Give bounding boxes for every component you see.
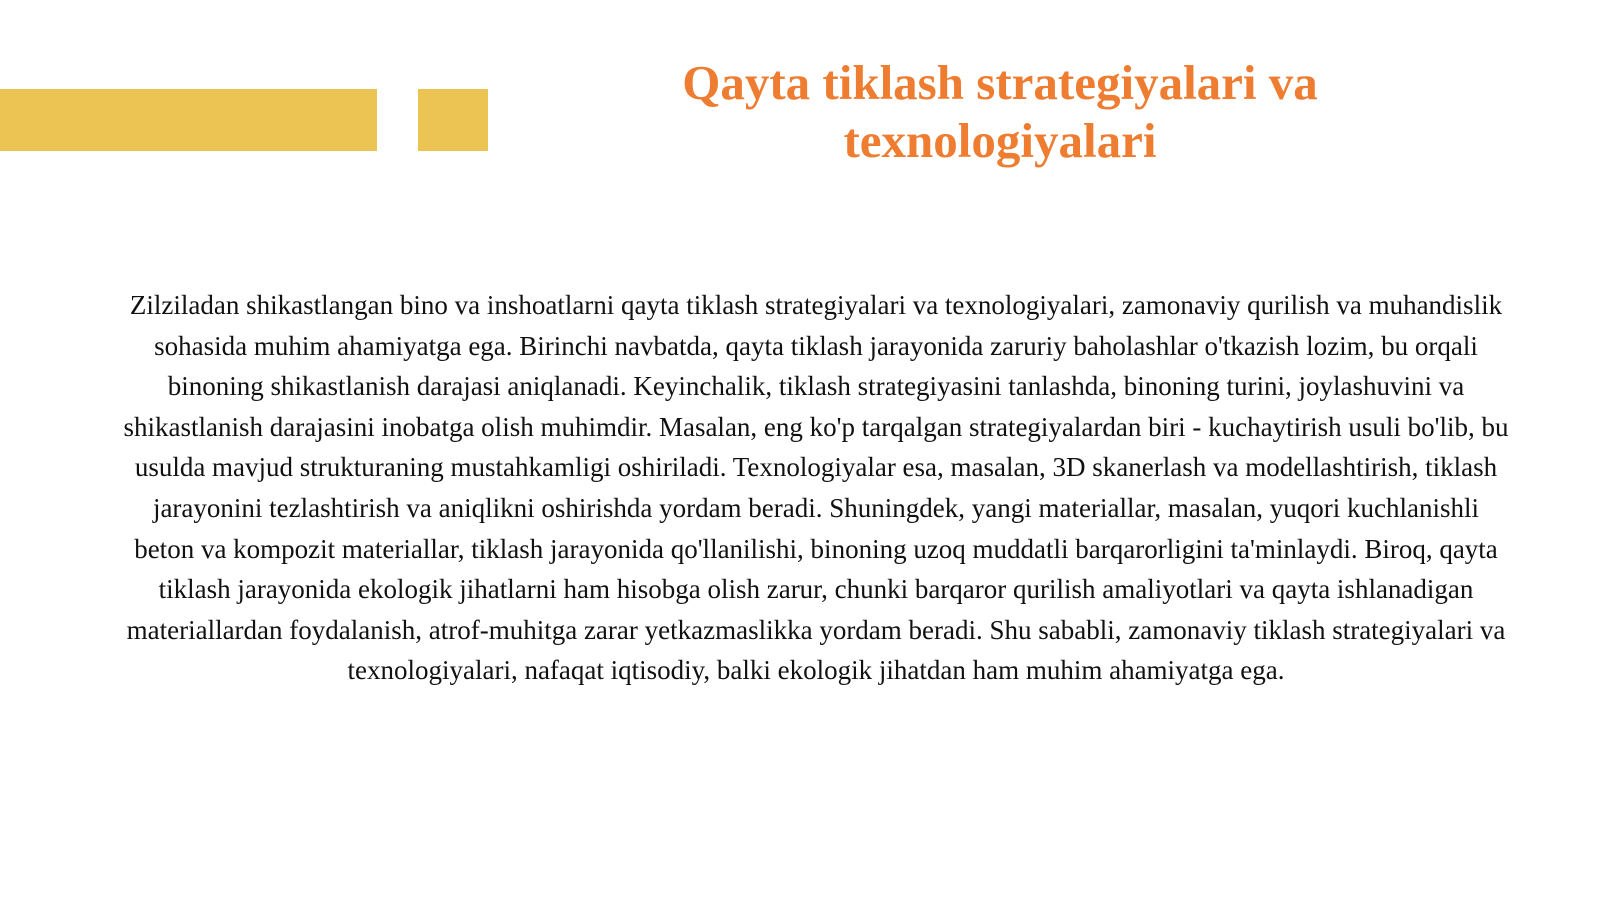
slide-title: Qayta tiklash strategiyalari va texnologiyalari — [682, 55, 1318, 168]
slide-body-text: Zilziladan shikastlangan bino va inshoatlarni qayta tiklash strategiyalari va texnologiyalari, zamonaviy qurilish va muhandislik sohasida muhim ahamiyatga ega. Birinchi navbatda, qayta tiklash jarayonida zaruriy baholashlar o'tkazish lozim, bu orqali binoning shikastlanish darajasi aniqlanadi. Keyinchalik, tiklash strategiyasini tanlashda, binoning turini, joylashuvini va shikastlanish darajasini inobatga olish muhimdir. Masalan, eng ko'p tarqalgan strategiyalardan biri - kuchaytirish usuli bo'lib, bu usulda mavjud strukturaning mustahkamligi oshiriladi. Texnologiyalar esa, masalan, 3D skanerlash va modellashtirish, tiklash jarayonini tezlashtirish va aniqlikni oshirishda yordam beradi. Shuningdek, yangi materiallar, masalan, yuqori kuchlanishli beton va kompozit materiallar, tiklash jarayonida qo'llanilishi, binoning uzoq muddatli barqarorligini ta'minlaydi. Biroq, qayta tiklash jarayonida ekologik jihatlarni ham hisobga olish zarur, chunki barqaror qurilish amaliyotlari va qayta ishlanadigan materiallardan foydalanish, atrof-muhitga zarar yetkazmaslikka yordam beradi. Shu sababli, zamonaviy tiklash strategiyalari va texnologiyalari, nafaqat iqtisodiy, balki ekologik jihatdan ham muhim ahamiyatga ega. — [123, 290, 1509, 686]
accent-square — [418, 89, 488, 151]
accent-bar — [0, 89, 377, 151]
